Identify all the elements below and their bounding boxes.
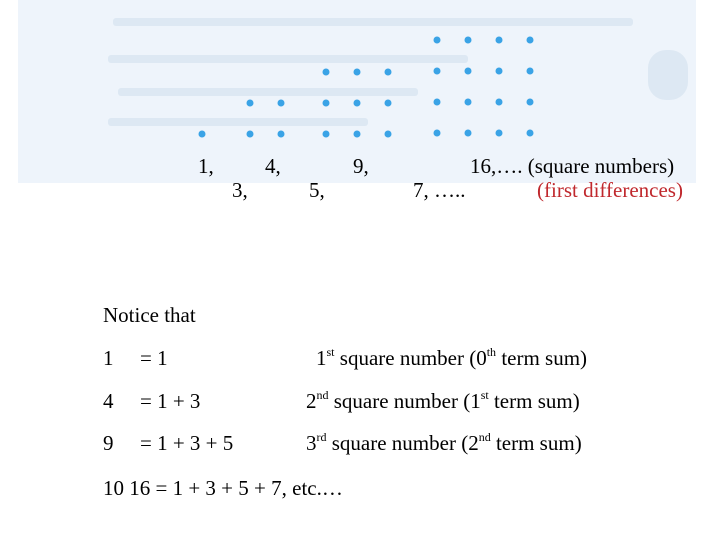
dot-grid-4-dot	[434, 68, 441, 75]
dot-grid-3-dot	[385, 69, 392, 76]
dot-grid-3-dot	[354, 69, 361, 76]
dot-grid-3-dot	[323, 100, 330, 107]
first-differences-label: (first differences)	[537, 178, 683, 202]
continuation-line: 10 16 = 1 + 3 + 5 + 7, etc.…	[103, 476, 343, 500]
notice-heading: Notice that	[103, 303, 196, 327]
dot-grid-1-dot	[199, 131, 206, 138]
row-3-lhs: 9	[103, 431, 114, 455]
dot-grid-4-dot	[527, 130, 534, 137]
row-2-description: 2nd square number (1st term sum)	[306, 388, 580, 413]
dot-grid-4-dot	[465, 37, 472, 44]
square-4: 4,	[265, 154, 281, 178]
dot-grid-4-dot	[527, 68, 534, 75]
dot-grid-3-dot	[354, 100, 361, 107]
dot-grid-4-dot	[465, 130, 472, 137]
dot-grid-2-dot	[247, 100, 254, 107]
row-2-rhs: = 1 + 3	[140, 389, 201, 413]
dot-grid-3-dot	[323, 69, 330, 76]
dot-grid-4-dot	[496, 99, 503, 106]
dot-grid-4-dot	[465, 99, 472, 106]
dot-grid-4-dot	[434, 130, 441, 137]
dot-grid-4-dot	[496, 130, 503, 137]
dot-grid-3-dot	[385, 131, 392, 138]
row-3-description: 3rd square number (2nd term sum)	[306, 430, 582, 455]
dot-grid-4-dot	[496, 37, 503, 44]
difference-5: 5,	[309, 178, 325, 202]
row-3-rhs: = 1 + 3 + 5	[140, 431, 234, 455]
dot-grid-4-dot	[527, 99, 534, 106]
row-1-rhs: = 1	[140, 346, 168, 370]
square-number-dot-diagram	[0, 0, 720, 180]
square-16-label: 16,…. (square numbers)	[470, 154, 675, 178]
row-1-description: 1st square number (0th term sum)	[316, 345, 588, 370]
dot-grid-4-dot	[496, 68, 503, 75]
square-1: 1,	[198, 154, 214, 178]
dot-grid-2-dot	[247, 131, 254, 138]
square-9: 9,	[353, 154, 369, 178]
dot-grid-4-dot	[434, 99, 441, 106]
dot-grid-2-dot	[278, 100, 285, 107]
dot-grid-2-dot	[278, 131, 285, 138]
difference-7: 7, …..	[413, 178, 466, 202]
dot-grid-3-dot	[354, 131, 361, 138]
dot-grid-4-dot	[527, 37, 534, 44]
row-1-lhs: 1	[103, 346, 114, 370]
dot-grid-3-dot	[323, 131, 330, 138]
row-2-lhs: 4	[103, 389, 114, 413]
dot-grid-3-dot	[385, 100, 392, 107]
dot-grid-4-dot	[465, 68, 472, 75]
difference-3: 3,	[232, 178, 248, 202]
dot-grid-4-dot	[434, 37, 441, 44]
